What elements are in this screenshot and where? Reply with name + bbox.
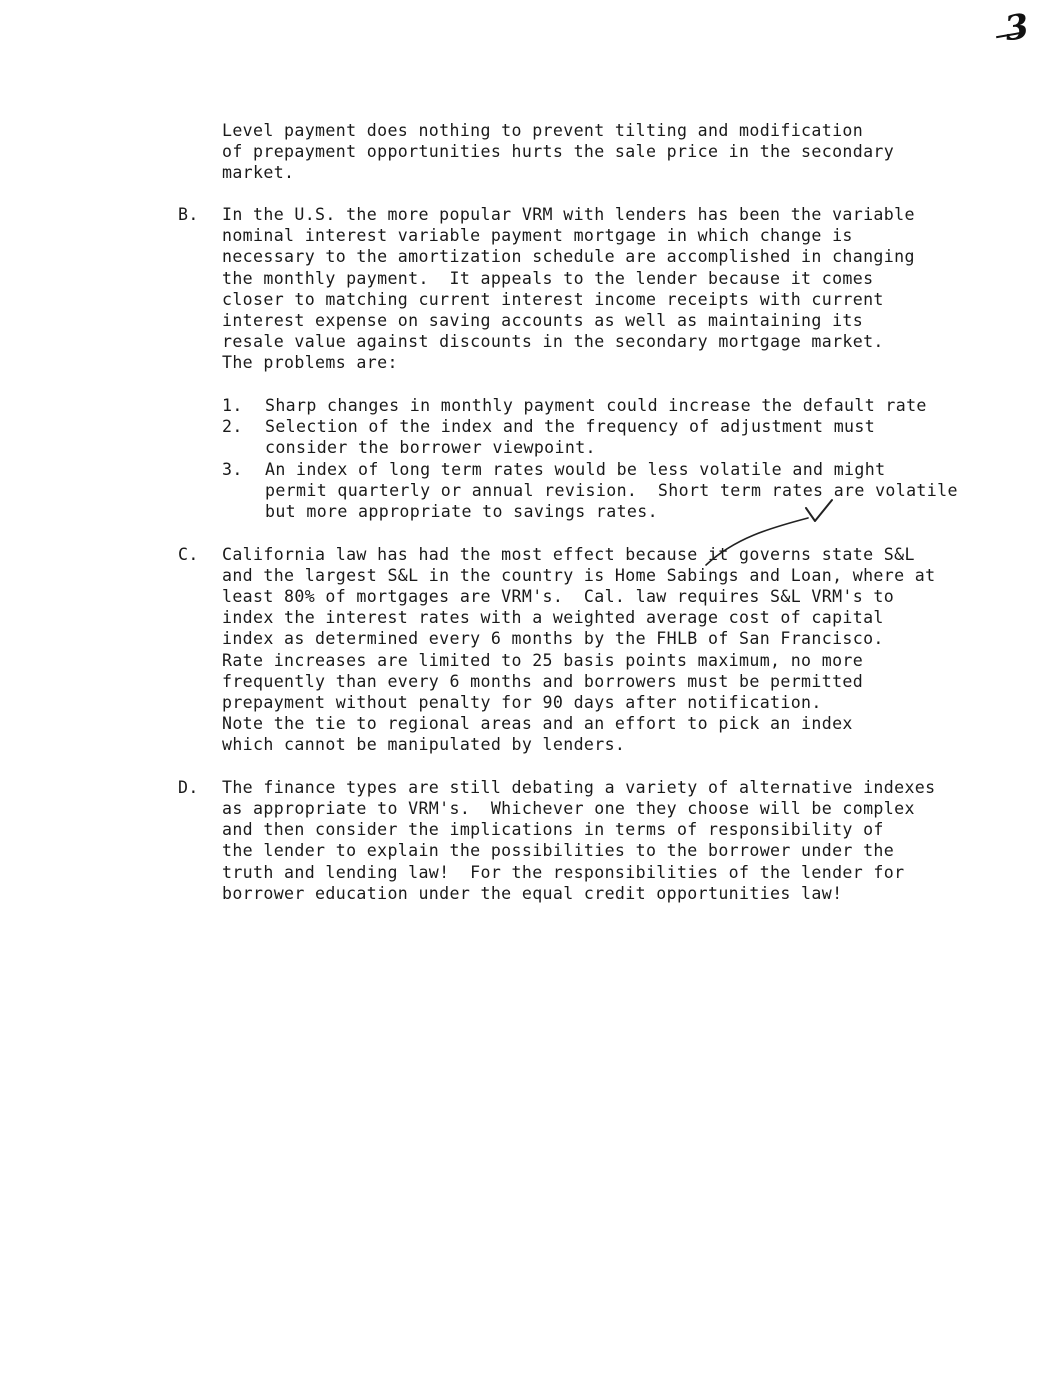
section-c-line-1: California law has had the most effect because it governs state S&L xyxy=(222,545,915,564)
section-c-line-6: Rate increases are limited to 25 basis points maximum, no more xyxy=(222,651,864,670)
section-b-line-7: resale value against discounts in the secondary mortgage market. xyxy=(222,332,884,351)
section-b-line-1: In the U.S. the more popular VRM with lenders has been the variable xyxy=(222,205,915,224)
section-d-line-6: borrower education under the equal credit opportunities law! xyxy=(222,884,843,903)
intro-line-1: Level payment does nothing to prevent tilting and modification xyxy=(222,121,864,140)
section-c-line-7: frequently than every 6 months and borrowers must be permitted xyxy=(222,672,864,691)
section-d-line-3: and then consider the implications in terms of responsibility of xyxy=(222,820,884,839)
problem-2-line-1: Selection of the index and the frequency of adjustment must xyxy=(265,417,876,436)
section-c-line-9: Note the tie to regional areas and an effort to pick an index xyxy=(222,714,853,733)
section-d-line-1: The finance types are still debating a variety of alternative indexes xyxy=(222,778,936,797)
intro-line-3: market. xyxy=(222,163,295,182)
section-b-line-3: necessary to the amortization schedule are accomplished in changing xyxy=(222,247,915,266)
section-c-line-10: which cannot be manipulated by lenders. xyxy=(222,735,626,754)
problem-3-line-2: permit quarterly or annual revision. Short term rates are volatile xyxy=(265,481,958,500)
page-number: 3 xyxy=(1002,6,1032,50)
problem-1-number: 1. xyxy=(222,396,243,415)
problem-1-line-1: Sharp changes in monthly payment could increase the default rate xyxy=(265,396,927,415)
section-b-line-5: closer to matching current interest income receipts with current xyxy=(222,290,884,309)
section-c-line-5: index as determined every 6 months by the FHLB of San Francisco. xyxy=(222,629,884,648)
section-c-marker: C. xyxy=(178,545,199,564)
section-b-line-4: the monthly payment. It appeals to the lender because it comes xyxy=(222,269,874,288)
intro-line-2: of prepayment opportunities hurts the sale price in the secondary xyxy=(222,142,895,161)
section-d-line-5: truth and lending law! For the responsibilities of the lender for xyxy=(222,863,905,882)
section-d-line-2: as appropriate to VRM's. Whichever one they choose will be complex xyxy=(222,799,915,818)
section-c-line-4: index the interest rates with a weighted average cost of capital xyxy=(222,608,884,627)
section-b-line-6: interest expense on saving accounts as well as maintaining its xyxy=(222,311,864,330)
problem-3-line-1: An index of long term rates would be less volatile and might xyxy=(265,460,886,479)
section-d-line-4: the lender to explain the possibilities to the borrower under the xyxy=(222,841,895,860)
problem-2-number: 2. xyxy=(222,417,243,436)
problem-3-number: 3. xyxy=(222,460,243,479)
problem-2-line-2: consider the borrower viewpoint. xyxy=(265,438,596,457)
section-b-line-8: The problems are: xyxy=(222,353,398,372)
section-c-line-8: prepayment without penalty for 90 days after notification. xyxy=(222,693,822,712)
section-b-marker: B. xyxy=(178,205,199,224)
section-b-line-2: nominal interest variable payment mortgage in which change is xyxy=(222,226,853,245)
checkmark-icon xyxy=(806,500,832,521)
section-c-line-3: least 80% of mortgages are VRM's. Cal. law requires S&L VRM's to xyxy=(222,587,895,606)
section-c-line-2: and the largest S&L in the country is Home Sabings and Loan, where at xyxy=(222,566,936,585)
section-d-marker: D. xyxy=(178,778,199,797)
problem-3-line-3: but more appropriate to savings rates. xyxy=(265,502,658,521)
